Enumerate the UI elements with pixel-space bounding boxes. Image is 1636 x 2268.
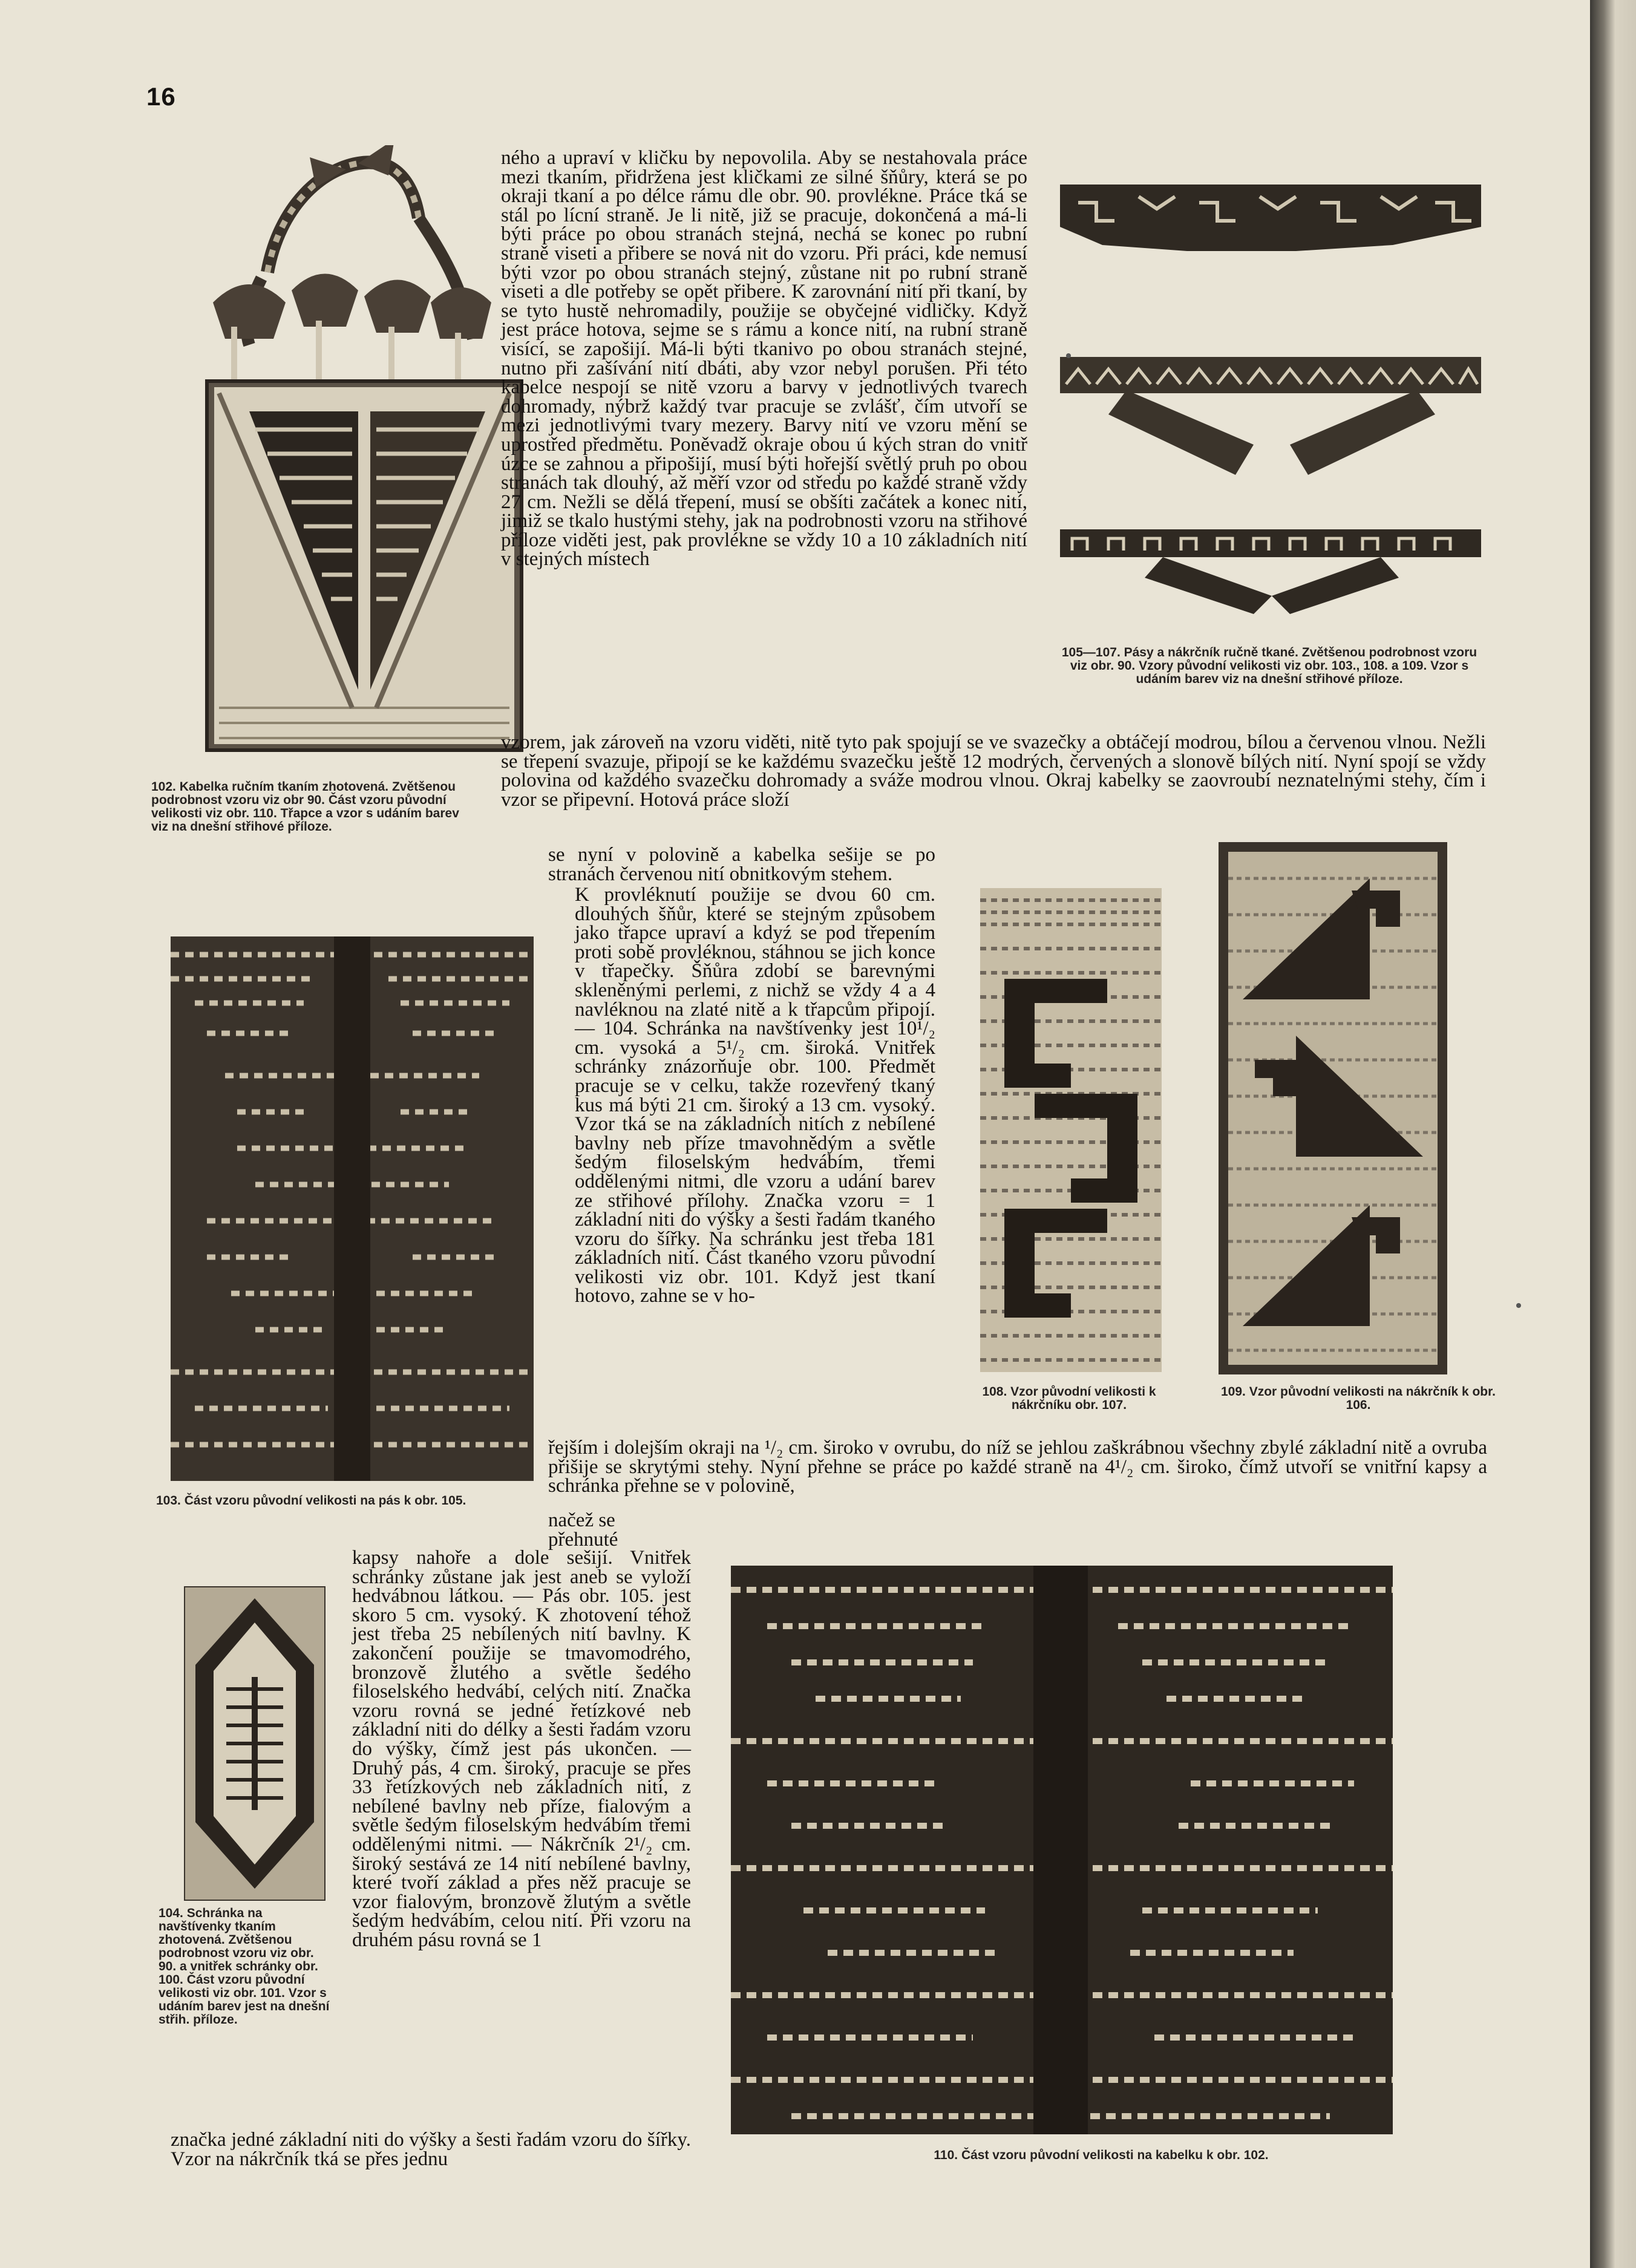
woven-handbag-photo-icon xyxy=(159,145,546,762)
figure-104-card-case-photo xyxy=(184,1586,326,1901)
figure-109-caption: 109. Vzor původní velikosti na nákrčník k obr. 106. xyxy=(1221,1385,1496,1412)
woven-pattern-closeup-photo-icon xyxy=(731,1566,1393,2134)
print-speck xyxy=(1066,353,1071,358)
figure-103-pattern-photo xyxy=(171,936,534,1481)
woven-band-pattern-photo-icon xyxy=(980,888,1162,1372)
binding-edge xyxy=(1590,0,1636,2268)
page-number: 16 xyxy=(146,82,176,111)
figure-102-caption: 102. Kabelka ručním tkaním zhotovená. Zvětšenou podrobnost vzoru viz obr 90. Část vzoru původní velikosti viz obr. 110. Třapce a vzor s udáním barev viz na dnešní střihové příloze. xyxy=(151,780,459,834)
print-speck xyxy=(1516,1303,1521,1308)
figure-110-pattern-photo xyxy=(731,1566,1393,2134)
body-text-bottom: značka jedné základní niti do výšky a šesti řadám vzoru do šířky. Vzor na nákrčník tká se přes jednu xyxy=(171,2129,691,2170)
figure-102-handbag-photo xyxy=(159,145,546,762)
figure-105-107-caption: 105—107. Pásy a nákrčník ručně tkané. Zvětšenou podrobnost vzoru viz obr. 90. Vzory původní velikosti viz obr. 103., 108. a 109. Vzor s udáním barev viz na dnešní střihové příloze. xyxy=(1061,645,1477,686)
figure-104-caption: 104. Schránka na navštívenky tkaním zhotovená. Zvětšenou podrobnost vzoru viz obr. 90. a vnitřek schránky obr. 100. Část vzoru původní velikosti viz obr. 101. Vzor s udáním barev jest na dnešní střih. příloze. xyxy=(159,1906,330,2027)
figure-108-band-pattern-photo xyxy=(980,888,1162,1372)
figure-110-caption: 110. Část vzoru původní velikosti na kabelku k obr. 102. xyxy=(934,2148,1269,2162)
body-text-column-1: ného a upraví v kličku by nepovolila. Aby se nestahovala práce mezi tkaním, přidržena jest kličkami ze silné šňůry, která se po okraji tkaní a po délce rámu dle obr. 90. provlékne. Práce tká se stál po lícní straně. Je li nitě, již se pracuje, dokončená a má-li býti práce po obou stranách stejná, nechá se konec po rubní straně viseti a přibere se nová nit do vzoru. Při práci, kde nemusí býti vzor po obou stranách stejný, zůstane nit po rubní straně viseti a dle potřeby se opět přibere. K zarovnání nití při tkaní, by se tyto hustě nehromadily, použije se obyčejné vidličky. Když jest práce hotova, sejme se s rámu a konce nití, na rubní straně visící, se zapošijí. Má-li býti tkanivo po obou stranách stejné, nutno při zašívání nití dbáti, aby vzor nebyl porušen. Při této kabelce nespojí se nitě vzoru a barvy v jednotlivých tvarech dohromady, nýbrž každý tvar pracuje se zvlášť, čím utvoří se mezi jednotlivými tvary mezery. Barvy nití ve vzoru mění se uprostřed předmětu. Poněvadž okraje obou ú kých stran do vnitř úzce se zahnou a připošijí, musí býti hořejší světlý pruh po obou stranách tak dlouhý, až měří vzor od středu po každé straně vždy 27 cm. Nežli se dělá třepení, musí se obšíti začátek a konec nití, jimiž se tkalo hustými stehy, jak na podrobnosti vzoru na střihové příloze viděti jest, pak provlékne se vždy 10 a 10 základních nití v stejných místech xyxy=(501,147,1027,570)
body-text-full-width: vzorem, jak zároveň na vzoru viděti, nitě tyto pak spojují se ve svazečky a obtáčejí modrou, bílou a červenou vlnou. Nežli se třepení svazuje, připojí se ke každému svazečku ještě 12 modrých, červených a slonově bílých nití. Nyní spojí se vždy polovina od každého svazečku dohromady a sváže modrou vlnou. Okraj kabelky se zaovroubí neznatelnými stehy, čím i vzor se připevní. Hotová práce složí xyxy=(501,731,1486,811)
woven-belts-photo-icon xyxy=(1054,160,1487,620)
body-text-column-3: kapsy nahoře a dole sešijí. Vnitřek schránky zůstane jak jest aneb se vyloží hedvábnou látkou. — Pás obr. 105. jest skoro 5 cm. vysoký. K zhotovení téhož jest třeba 25 nebílených nití bavlny. K zakončení použije se tmavomodrého, bronzově žlutého a světle šedého filoselského hedvábí, celých nití. Značka vzoru rovná se jedné řetízkové neb základní niti do délky a šesti řadám vzoru do výšky, čímž jest pás ukončen. — Druhý pás, 4 cm. široký, pracuje se přes 33 řetízkových neb základních nití, z nebílené bavlny neb příze, fialovým a světle šedým filoselským hedvábím třemi oddělenými nitmi. — Nákrčník 2¹/₂ cm. široký sestává ze 14 nití nebílené bavlny, které tvoří základ a přes něž pracuje se vzor fialovým, bronzově žlutým a světle šedým hedvábím, celou nití. Při vzoru na druhém pásu rovná se 1 xyxy=(352,1547,691,1951)
figure-108-caption: 108. Vzor původní velikosti k nákrčníku obr. 107. xyxy=(982,1385,1156,1412)
body-text-short: načež se přehnuté xyxy=(548,1509,618,1551)
body-text-column-2: K provléknutí použije se dvou 60 cm. dlouhých šňůr, které se stejným způsobem jako třapce upraví a kdyź se pod třepením proti sobě provléknou, stáhnou se jich konce v třapečky. Šňůra zdobí se barevnými skleněnými perlemi, z nichž se vždy 4 a 4 navléknou na zlaté nitě a k třapcům připojí. — 104. Schránka na navštívenky jest 10¹/₂ cm. vysoká a 5¹/₂ cm. široká. Vnitřek schránky znázorňuje obr. 100. Předmět pracuje se v celku, takže rozevřený tkaný kus má býti 21 cm. široký a 13 cm. vysoký. Vzor tká se na základních nitích z nebílené bavlny neb příze tmavohnědým a světle šedým filoselským hedvábím, třemi oddělenými nitmi, dle vzoru a udání barev ze střihové přílohy. Značka vzoru = 1 základní niti do výšky a šesti řadám tkaného vzoru do šířky. Na schránku jest třeba 181 základních nití. Část tkaného vzoru původní velikosti viz obr. 101. Když jest tkaní hotovo, zahne se v ho- xyxy=(575,884,935,1307)
figure-103-caption: 103. Část vzoru původní velikosti na pás k obr. 105. xyxy=(156,1494,466,1508)
card-case-photo-icon xyxy=(184,1586,326,1901)
woven-band-pattern-photo-icon xyxy=(1219,842,1447,1374)
figure-109-band-pattern-photo xyxy=(1219,842,1447,1374)
body-text-wide: řejším i dolejším okraji na ¹/₂ cm. široko v ovrubu, do níž se jehlou zaškrábnou všechny zbylé základní nitě a ovruba přišije se skrytými stehy. Nyní přehne se práce po každé straně na 4¹/₂ cm. široko, čímž utvoří se vnitřní kapsy a schránka přehne se v polovině, xyxy=(548,1437,1487,1497)
woven-pattern-closeup-photo-icon xyxy=(171,936,534,1481)
figure-105-107-belts-photo xyxy=(1054,160,1487,620)
body-text-continuation: se nyní v polovině a kabelka sešije se po stranách červenou nití obnitkovým stehem. xyxy=(548,844,935,885)
